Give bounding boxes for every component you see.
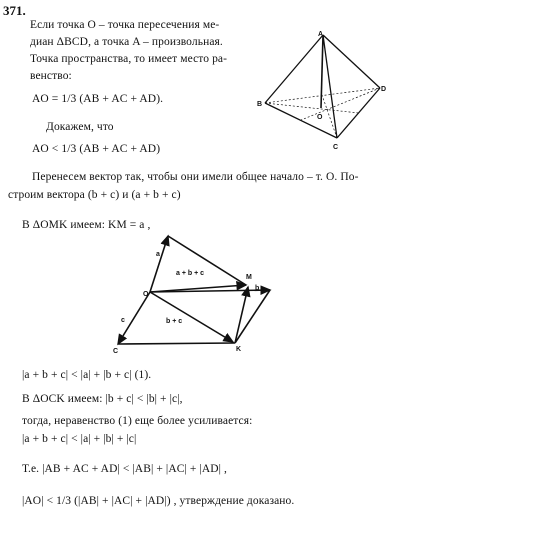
- solution-line-8: Т.е. |AB + AC + AD| < |AB| + |AC| + |AD| ,: [22, 463, 228, 475]
- prove-intro: Докажем, что: [46, 121, 114, 133]
- pyramid-label-c: C: [333, 144, 339, 151]
- pyramid-label-b: B: [257, 101, 263, 108]
- vector-label-a: a: [156, 251, 160, 258]
- solution-line-2: строим вектора (b + c) и (a + b + c): [8, 189, 181, 201]
- solution-line-5: В ΔOCK имеем: |b + c| < |b| + |c|,: [22, 393, 183, 405]
- vector-label-b: b: [255, 285, 260, 292]
- solution-line-7: |a + b + c| < |a| + |b| + |c|: [22, 433, 137, 445]
- pyramid-label-o: O: [317, 114, 323, 121]
- solution-line-1: Перенесем вектор так, чтобы они имели общее начало – т. O. По-: [32, 171, 359, 183]
- solution-line-3: В ΔOMK имеем: KM = a ,: [22, 219, 151, 231]
- vector-label-a-plus-b-plus-c: a + b + c: [176, 270, 205, 277]
- inequality-formula: AO < 1/3 (AB + AC + AD): [32, 143, 161, 155]
- equality-formula: AO = 1/3 (AB + AC + AD).: [32, 93, 164, 105]
- vector-label-m: M: [246, 274, 252, 281]
- vector-label-c-point: C: [113, 348, 119, 355]
- vector-label-c: c: [121, 317, 125, 324]
- solution-line-4: |a + b + c| < |a| + |b + c| (1).: [22, 369, 152, 381]
- vector-label-b-plus-c: b + c: [166, 318, 183, 325]
- pyramid-label-a: A: [318, 31, 324, 38]
- vector-label-o: O: [143, 291, 149, 298]
- pyramid-label-d: D: [381, 86, 387, 93]
- statement-line-4: венство:: [30, 70, 72, 82]
- problem-number: 371.: [3, 3, 26, 18]
- statement-line-3: Точка пространства, то имеет место ра-: [30, 53, 228, 65]
- solution-line-6: тогда, неравенство (1) еще более усиливается:: [22, 415, 253, 427]
- vector-label-k: K: [236, 346, 242, 353]
- solution-line-9: |AO| < 1/3 (|AB| + |AC| + |AD|) , утверждение доказано.: [22, 495, 295, 507]
- statement-line-1: Если точка O – точка пересечения ме-: [30, 19, 220, 31]
- statement-line-2: диан ΔBCD, а точка A – произвольная.: [30, 36, 223, 48]
